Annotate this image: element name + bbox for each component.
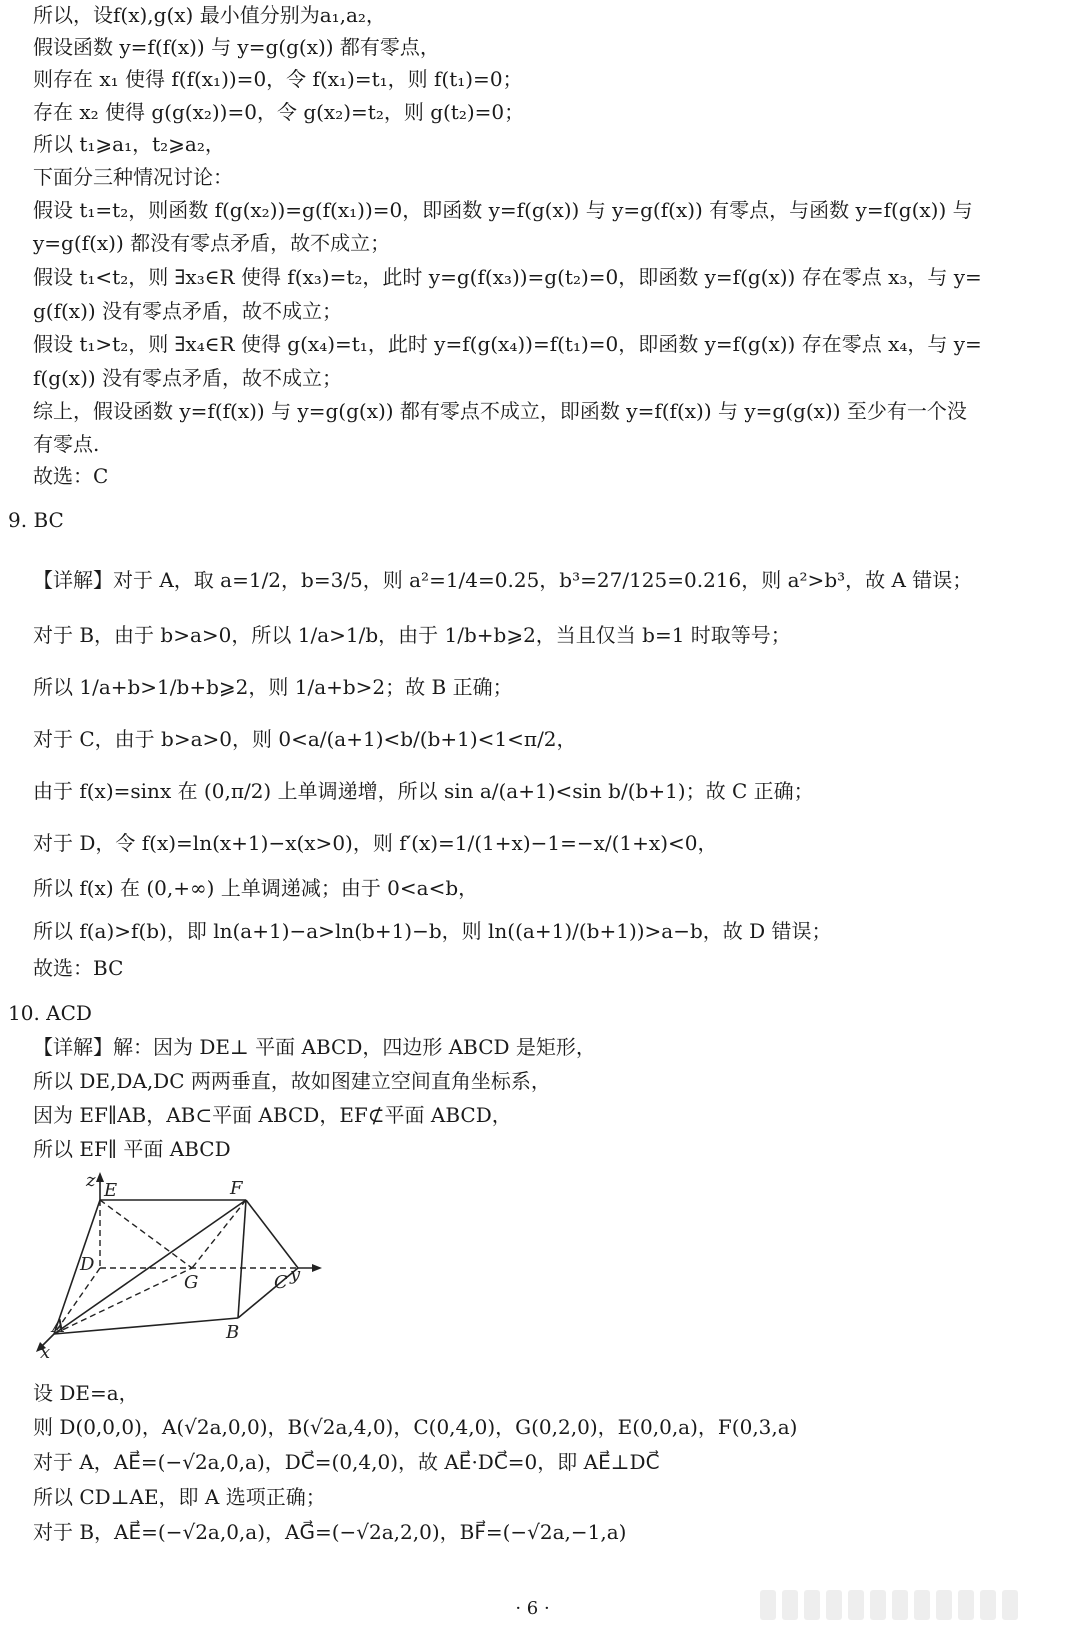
text-line: 假设 t₁<t₂，则 ∃x₃∈R 使得 f(x₃)=t₂，此时 y=g(f(x₃))=g(t₂)=0，即函数 y=f(g(x)) 存在零点 x₃，与 y= [33,265,982,289]
text-line: 所以 CD⊥AE，即 A 选项正确； [33,1485,326,1509]
text-line: 所以 f(x) 在 (0,+∞) 上单调递减；由于 0<a<b， [33,876,479,900]
text-line: 有零点. [33,432,100,456]
text-line: 对于 D，令 f(x)=ln(x+1)−x(x>0)，则 f′(x)=1/(1+x)−1=−x/(1+x)<0， [33,831,718,855]
text-line: 假设 t₁=t₂，则函数 f(g(x₂))=g(f(x₁))=0，即函数 y=f(g(x)) 与 y=g(f(x)) 有零点，与函数 y=f(g(x)) 与 [33,198,973,222]
text-line: 设 DE=a， [33,1381,139,1405]
geometry-figure [28,1172,348,1362]
text-line: 所以 t₁⩾a₁，t₂⩾a₂， [33,132,225,156]
edge-EG-dashed [100,1200,192,1268]
label-G: G [184,1272,199,1293]
label-F: F [230,1178,243,1199]
text-line: 对于 B，AE⃗=(−√2a,0,a)，AG⃗=(−√2a,2,0)，BF⃗=(−√2a,−1,a) [33,1520,627,1544]
label-C: C [274,1272,288,1293]
question-number: 10. ACD [8,1001,92,1025]
text-line: 【详解】对于 A，取 a=1/2，b=3/5，则 a²=1/4=0.25，b³=27/125=0.216，则 a²>b³，故 A 错误； [33,568,973,592]
label-D: D [80,1254,95,1275]
text-line: 所以 EF∥ 平面 ABCD [33,1137,231,1161]
text-line: 对于 B，由于 b>a>0，所以 1/a>1/b，由于 1/b+b⩾2，当且仅当 b=1 时取等号； [33,623,791,647]
watermark-barcode [760,1590,1050,1624]
text-line: 所以，设f(x),g(x) 最小值分别为a₁,a₂， [33,3,386,27]
text-line: 存在 x₂ 使得 g(g(x₂))=0，令 g(x₂)=t₂，则 g(t₂)=0； [33,100,525,124]
text-line: 所以 1/a+b>1/b+b⩾2，则 1/a+b>2；故 B 正确； [33,675,513,699]
text-line: 故选：C [33,464,109,488]
text-line: 所以 f(a)>f(b)，即 ln(a+1)−a>ln(b+1)−b，则 ln((a+1)/(b+1))>a−b，故 D 错误； [33,919,832,943]
edge-BC [238,1268,298,1318]
text-line: 所以 DE,DA,DC 两两垂直，故如图建立空间直角坐标系， [33,1069,551,1093]
text-line: g(f(x)) 没有零点矛盾，故不成立； [33,299,343,323]
label-B: B [226,1322,240,1343]
text-line: 对于 C，由于 b>a>0，则 0<a/(a+1)<b/(b+1)<1<π/2， [33,727,577,751]
text-line: 对于 A，AE⃗=(−√2a,0,a)，DC⃗=(0,4,0)，故 AE⃗·DC⃗=0，即 AE⃗⊥DC⃗ [33,1450,660,1474]
label-x: x [40,1342,51,1362]
label-y: y [290,1264,301,1285]
page-number: · 6 · [515,1598,550,1619]
text-line: y=g(f(x)) 都没有零点矛盾，故不成立； [33,231,391,255]
text-line: 故选：BC [33,956,124,980]
edge-FC [246,1200,298,1268]
question-number: 9. BC [8,508,64,532]
text-line: 假设 t₁>t₂，则 ∃x₄∈R 使得 g(x₄)=t₁，此时 y=f(g(x₄))=f(t₁)=0，即函数 y=f(g(x)) 存在零点 x₄，与 y= [33,332,982,356]
y-arrow-icon [312,1264,322,1272]
text-line: 则 D(0,0,0)，A(√2a,0,0)，B(√2a,4,0)，C(0,4,0)，G(0,2,0)，E(0,0,a)，F(0,3,a) [33,1415,798,1439]
edge-FB [238,1200,246,1318]
text-line: 则存在 x₁ 使得 f(f(x₁))=0，令 f(x₁)=t₁，则 f(t₁)=0； [33,67,523,91]
label-z: z [86,1172,96,1191]
text-line: 因为 EF∥AB，AB⊂平面 ABCD，EF⊄平面 ABCD， [33,1103,512,1127]
text-line: 假设函数 y=f(f(x)) 与 y=g(g(x)) 都有零点， [33,35,440,59]
text-line: 由于 f(x)=sinx 在 (0,π/2) 上单调递增，所以 sin a/(a+1)<sin b/(b+1)；故 C 正确； [33,779,814,803]
text-line: 下面分三种情况讨论： [33,165,233,189]
label-E: E [104,1180,118,1201]
text-line: 综上，假设函数 y=f(f(x)) 与 y=g(g(x)) 都有零点不成立，即函数 y=f(f(x)) 与 y=g(g(x)) 至少有一个没 [33,399,967,423]
label-A: A [52,1316,65,1337]
text-line: 【详解】解：因为 DE⊥ 平面 ABCD，四边形 ABCD 是矩形， [33,1035,596,1059]
z-arrow-icon [96,1172,104,1182]
edge-FG-dashed [192,1200,246,1268]
text-line: f(g(x)) 没有零点矛盾，故不成立； [33,366,343,390]
